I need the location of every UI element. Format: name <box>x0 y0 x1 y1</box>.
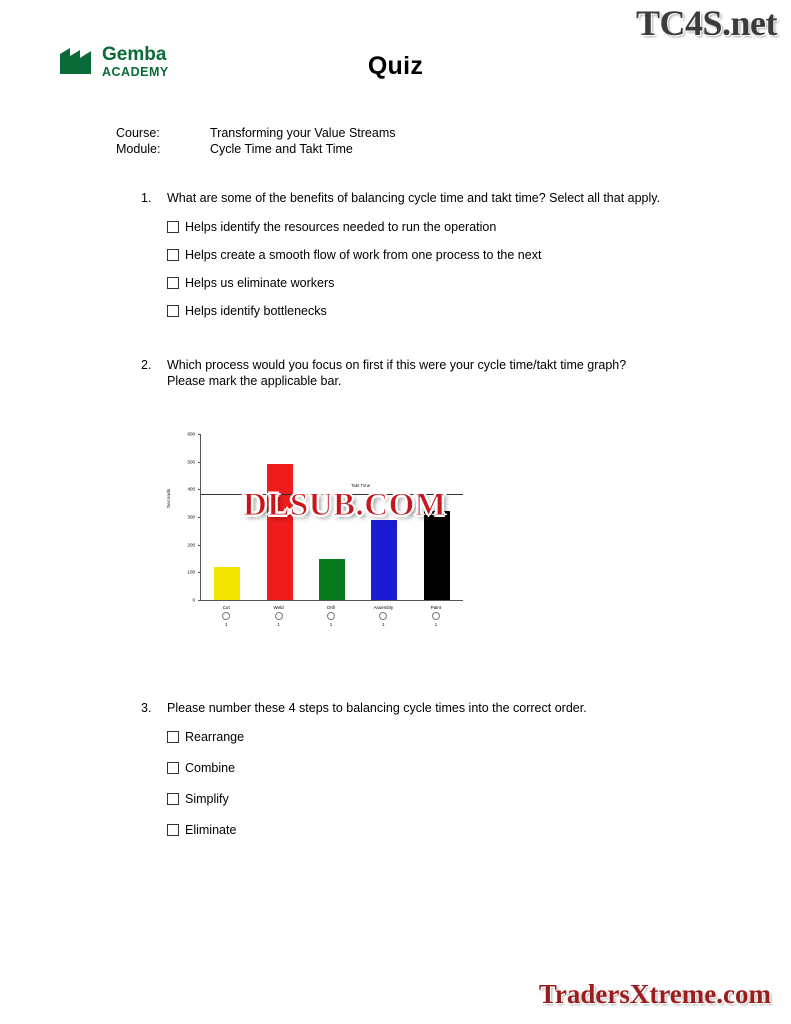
question-3 <box>141 700 741 853</box>
option-label: Combine <box>185 761 236 775</box>
chart-y-tick-mark <box>198 462 201 463</box>
chart-x-tick-label: Drill <box>327 605 335 610</box>
option-label: Helps identify the resources needed to run the operation <box>185 220 497 234</box>
question-1-number: 1. <box>141 191 152 205</box>
checkbox-icon[interactable] <box>167 305 179 317</box>
chart-x-axis-labels <box>200 604 462 628</box>
list-item[interactable] <box>167 219 741 235</box>
checkbox-icon[interactable] <box>167 249 179 261</box>
chart-y-tick-mark <box>198 572 201 573</box>
list-item[interactable] <box>167 247 741 263</box>
page-title: Quiz <box>367 52 424 80</box>
logo-secondary-text: ACADEMY <box>102 65 169 79</box>
course-label: Course: <box>116 126 160 140</box>
takt-time-label: Takt Time <box>351 482 371 488</box>
chart-x-tick <box>357 604 409 628</box>
chart-x-tick-sublabel: 1 <box>224 622 228 627</box>
chart-y-tick-label: 400 <box>187 486 195 492</box>
checkbox-icon[interactable] <box>167 277 179 289</box>
chart-bar[interactable] <box>424 511 450 600</box>
chart-y-tick-label: 300 <box>187 514 195 520</box>
chart-x-tick-sublabel: 1 <box>382 622 385 627</box>
checkbox-icon[interactable] <box>167 762 179 774</box>
cycle-time-chart <box>166 430 480 627</box>
chart-y-tick-label: 500 <box>187 459 195 465</box>
option-label: Helps us eliminate workers <box>185 276 335 290</box>
chart-y-tick-label: 200 <box>187 542 195 548</box>
chart-x-tick-label: Paint <box>430 605 441 610</box>
question-2-text-line2: Please mark the applicable bar. <box>167 374 342 388</box>
chart-y-axis-label: Seconds <box>166 488 171 508</box>
chart-y-tick-label: 600 <box>187 431 195 437</box>
question-3-number: 3. <box>141 701 152 715</box>
question-3-options <box>167 729 741 838</box>
list-item[interactable] <box>167 729 741 745</box>
module-label: Module: <box>116 142 161 156</box>
module-row <box>116 141 396 157</box>
watermark-top-right: TC4S.net <box>635 3 777 43</box>
course-row <box>116 125 396 141</box>
checkbox-icon[interactable] <box>167 221 179 233</box>
question-2 <box>141 357 741 389</box>
chart-y-tick-label: 100 <box>187 569 195 575</box>
radio-button[interactable] <box>327 612 335 620</box>
radio-button[interactable] <box>432 612 440 620</box>
chart-y-tick-mark <box>198 489 201 490</box>
chart-x-tick-label: Assembly <box>373 605 394 610</box>
checkbox-icon[interactable] <box>167 824 179 836</box>
chart-x-tick <box>410 604 462 628</box>
chart-x-tick-sublabel: 1 <box>434 622 438 627</box>
option-label: Helps identify bottlenecks <box>185 304 327 318</box>
chart-bar[interactable] <box>267 464 293 600</box>
course-value: Transforming your Value Streams <box>210 126 396 140</box>
watermark-center: DLSUB.COM <box>243 487 447 523</box>
radio-button[interactable] <box>222 612 230 620</box>
chart-bar[interactable] <box>214 567 240 600</box>
option-label: Helps create a smooth flow of work from one process to the next <box>185 248 542 262</box>
chart-y-tick-mark <box>198 600 201 601</box>
chart-x-tick <box>200 604 252 628</box>
checkbox-icon[interactable] <box>167 793 179 805</box>
chart-x-tick-sublabel: 1 <box>329 622 333 627</box>
question-2-number: 2. <box>141 358 152 372</box>
checkbox-icon[interactable] <box>167 731 179 743</box>
list-item[interactable] <box>167 791 741 807</box>
list-item[interactable] <box>167 303 741 319</box>
module-value: Cycle Time and Takt Time <box>210 142 353 156</box>
list-item[interactable] <box>167 275 741 291</box>
option-label: Simplify <box>185 792 229 806</box>
watermark-bottom-right: TradersXtreme.com <box>538 979 771 1009</box>
radio-button[interactable] <box>379 612 387 620</box>
question-2-text: Which process would you focus on first if this were your cycle time/takt time graph? <box>167 358 627 372</box>
question-1-options <box>167 219 741 319</box>
question-1 <box>141 190 741 319</box>
list-item[interactable] <box>167 760 741 776</box>
chart-y-tick-mark <box>198 545 201 546</box>
chart-y-tick-mark <box>198 434 201 435</box>
radio-button[interactable] <box>275 612 283 620</box>
chart-y-tick-mark <box>198 517 201 518</box>
logo-primary-text: Gemba <box>102 44 167 65</box>
question-3-text: Please number these 4 steps to balancing cycle times into the correct order. <box>167 701 587 715</box>
chart-x-tick-sublabel: 1 <box>277 622 280 627</box>
question-1-text: What are some of the benefits of balancing cycle time and takt time? Select all that apply. <box>167 191 661 205</box>
option-label: Eliminate <box>185 823 237 837</box>
chart-bar[interactable] <box>371 520 397 600</box>
list-item[interactable] <box>167 822 741 838</box>
chart-x-tick-label: Weld <box>273 605 284 610</box>
course-meta <box>116 125 396 157</box>
chart-y-tick-label: 0 <box>192 597 195 603</box>
option-label: Rearrange <box>185 730 245 744</box>
chart-bar[interactable] <box>319 559 345 601</box>
chart-x-tick-label: Cut <box>222 605 230 610</box>
chart-x-tick <box>252 604 304 628</box>
chart-x-tick <box>305 604 357 628</box>
